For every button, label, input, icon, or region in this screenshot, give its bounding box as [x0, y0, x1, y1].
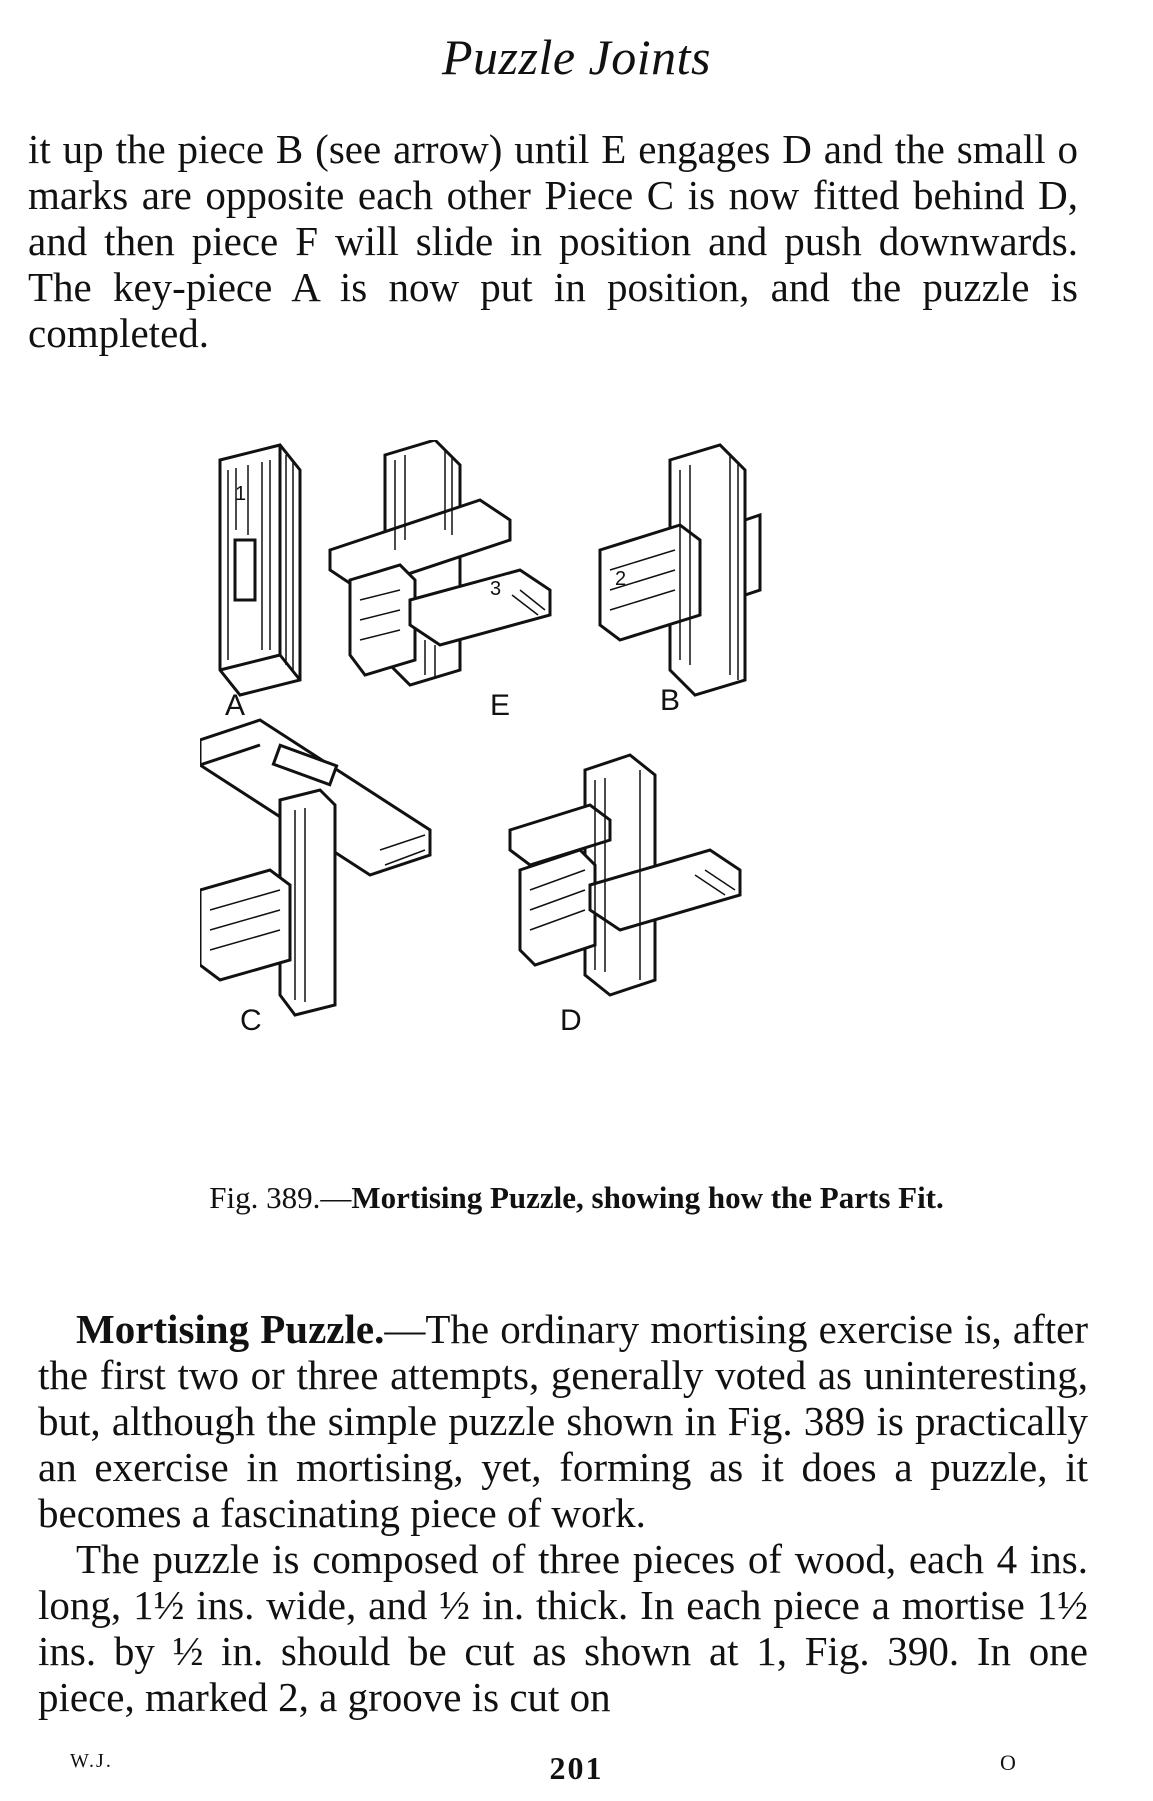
puzzle-illustration — [200, 440, 960, 1170]
paragraph-mortising-text: —The ordinary mortising exercise is, after the first two or three attempts, generally voted as uninteresting, but, although the simple puzzle shown in Fig. 389 is practically an exercise in mortising, yet, forming as it does a puzzle, it becomes a fascinating piece of work. — [38, 1306, 1088, 1536]
caption-text: Mortising Puzzle, showing how the Parts Fit. — [351, 1180, 944, 1215]
piece-c-drawing — [200, 720, 430, 1015]
caption-prefix: Fig. 389.— — [209, 1180, 352, 1215]
piece-e-drawing — [330, 440, 550, 685]
figure-389 — [200, 440, 960, 1170]
piece-number-2: 2 — [615, 568, 627, 590]
paragraph-intro — [28, 126, 1078, 356]
label-e: E — [490, 689, 511, 722]
paragraph-intro-text: it up the piece B (see arrow) until E engages D and the small o marks are opposite each other Piece C is now fitted behind D, and then piece F will slide in position and push downwards. The key-piece A is now put in position, and the puzzle is completed. — [28, 126, 1078, 356]
figure-caption — [0, 1180, 1153, 1216]
footer-signature: W.J. — [70, 1750, 113, 1772]
footer-mark: O — [1000, 1750, 1016, 1775]
running-head: Puzzle Joints — [442, 29, 711, 85]
paragraph-mortising — [38, 1306, 1088, 1720]
page-number: 201 — [549, 1750, 604, 1786]
paragraph-composition: The puzzle is composed of three pieces of wood, each 4 ins. long, 1½ ins. wide, and ½ in. thick. In each piece a mortise 1½ ins. by ½ in. should be cut as shown at 1, Fig. 390. In one piece, marked 2, a groove is cut on — [38, 1536, 1088, 1720]
label-b: B — [660, 684, 681, 717]
piece-d-drawing — [510, 755, 740, 995]
label-c: C — [240, 1004, 262, 1037]
piece-number-1: 1 — [235, 483, 247, 505]
piece-a-drawing — [220, 445, 300, 695]
label-a: A — [225, 689, 246, 722]
piece-number-3: 3 — [490, 578, 502, 600]
section-heading: Mortising Puzzle. — [76, 1306, 385, 1352]
label-d: D — [560, 1004, 582, 1037]
